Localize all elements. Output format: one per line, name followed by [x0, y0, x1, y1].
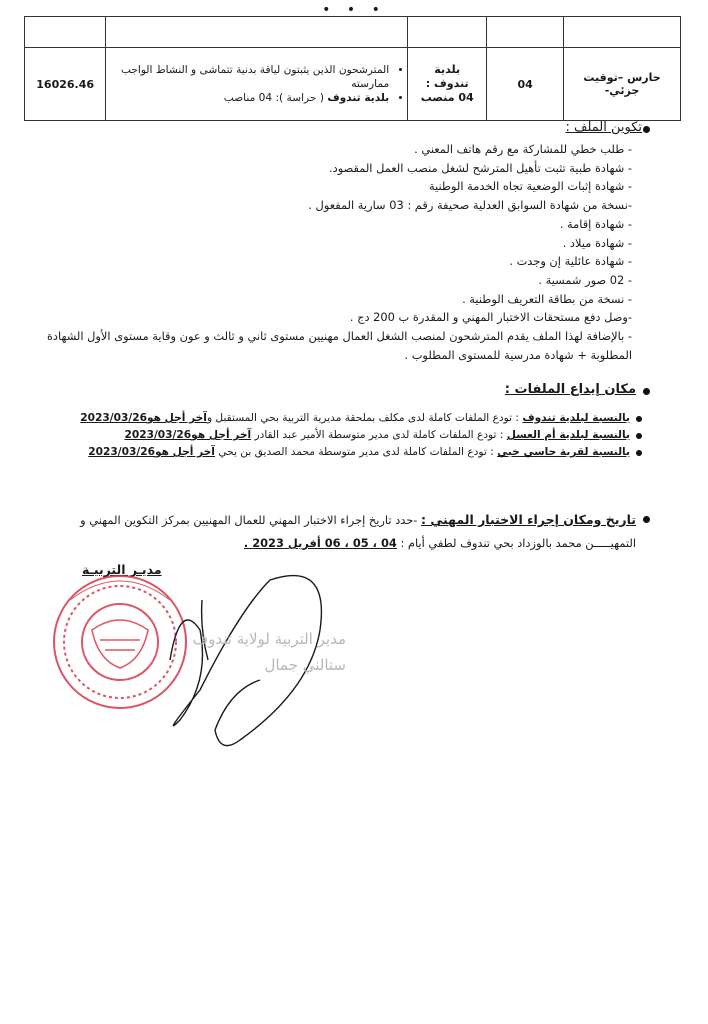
exam-paragraph: تاريخ ومكان إجراء الاختبار المهني : -حدد تاريخ إجراء الاختبار المهني للعمال المهنيين بمركز التكوين المهني و التمهيـــــن محمد بالوزداد بحي تندوف لطفي أيام : 04 ، 05 ، 06 أفريل 2023 . [80, 512, 636, 550]
place-cell: بلدية تندوف : 04 منصب [408, 48, 487, 121]
exam-dates: 04 ، 05 ، 06 أفريل 2023 . [243, 536, 397, 550]
documents-title: تكوين الملف : [565, 120, 642, 135]
list-item: - شهادة إقامة . [559, 216, 632, 231]
list-item: - طلب خطي للمشاركة مع رقم هاتف المعني . [414, 142, 632, 156]
list-item: بالنسبة لقرية حاسي خبي : تودع الملفات كاملة لدى مدير متوسطة محمد الصديق بن يحي آخر أجل هو2023/03/26 [32, 444, 642, 461]
stamp-text: مدير التربية لولاية تندوف ستالني جمال [192, 630, 346, 674]
list-item: - نسخة من بطاقة التعريف الوطنية . [462, 291, 632, 306]
table-row [25, 17, 681, 48]
job-title-cell: حارس –توقيت جزئي- [564, 48, 681, 121]
list-item: -نسخة من شهادة السوابق العدلية صحيفة رقم : 03 سارية المفعول . [308, 198, 632, 213]
list-item: - شهادة إثبات الوضعية تجاه الخدمة الوطنية [428, 179, 632, 194]
conditions-cell [106, 48, 408, 121]
list-item: - 02 صور شمسية . [538, 272, 632, 287]
list-item: بالنسبة لبلدية تندوف : تودع الملفات كاملة لدى مكلف بملحقة مديرية التربية بحي المستقبل وآخر أجل هو2023/03/26 [32, 410, 642, 427]
list-item: -وصل دفع مستحقات الاختبار المهني و المقدرة ب 200 دج . [349, 310, 632, 325]
list-item: - بالإضافة لهذا الملف يقدم المترشحون لمنصب الشغل العمال مهنيين مستوى ثاني و ثالث و عون وقاية مستوى الأول الشهادة المطلوبة + شهادة مدرسية للمستوى المطلوب . [46, 329, 632, 362]
bullet-icon [643, 388, 650, 395]
condition-item: • بلدية تندوف ( حراسة ): 04 مناصب [110, 91, 389, 105]
condition-item: • المترشحون الذين يثبتون لياقة بدنية تتماشى و النشاط الواجب ممارسته [110, 63, 389, 91]
list-item: - شهادة عائلية إن وجدت . [509, 254, 632, 269]
documents-list [46, 140, 632, 364]
positions-table [24, 16, 681, 121]
exam-title: تاريخ ومكان إجراء الاختبار المهني : [421, 512, 636, 527]
official-stamp-icon [54, 576, 186, 708]
bullet-icon [643, 126, 650, 133]
deposit-list [32, 410, 642, 461]
top-dots: • • • [322, 2, 386, 18]
signature-title: مديـر التربيـة [82, 562, 162, 577]
list-item: - شهادة طبية تثبت تأهيل المترشح لشغل منصب العمل المقصود. [329, 160, 632, 175]
positions-count-cell: 04 [487, 48, 564, 121]
list-item: بالنسبة لبلدية أم العسل : تودع الملفات كاملة لدى مدير متوسطة الأمير عبد القادر آخر أجل هو2023/03/26 [32, 427, 642, 444]
bullet-icon [643, 516, 650, 523]
table-row [25, 48, 681, 121]
list-item: - شهادة ميلاد . [562, 235, 632, 250]
salary-cell: 16026.46 [25, 48, 106, 121]
deposit-title: مكان إيداع الملفات : [504, 382, 636, 397]
